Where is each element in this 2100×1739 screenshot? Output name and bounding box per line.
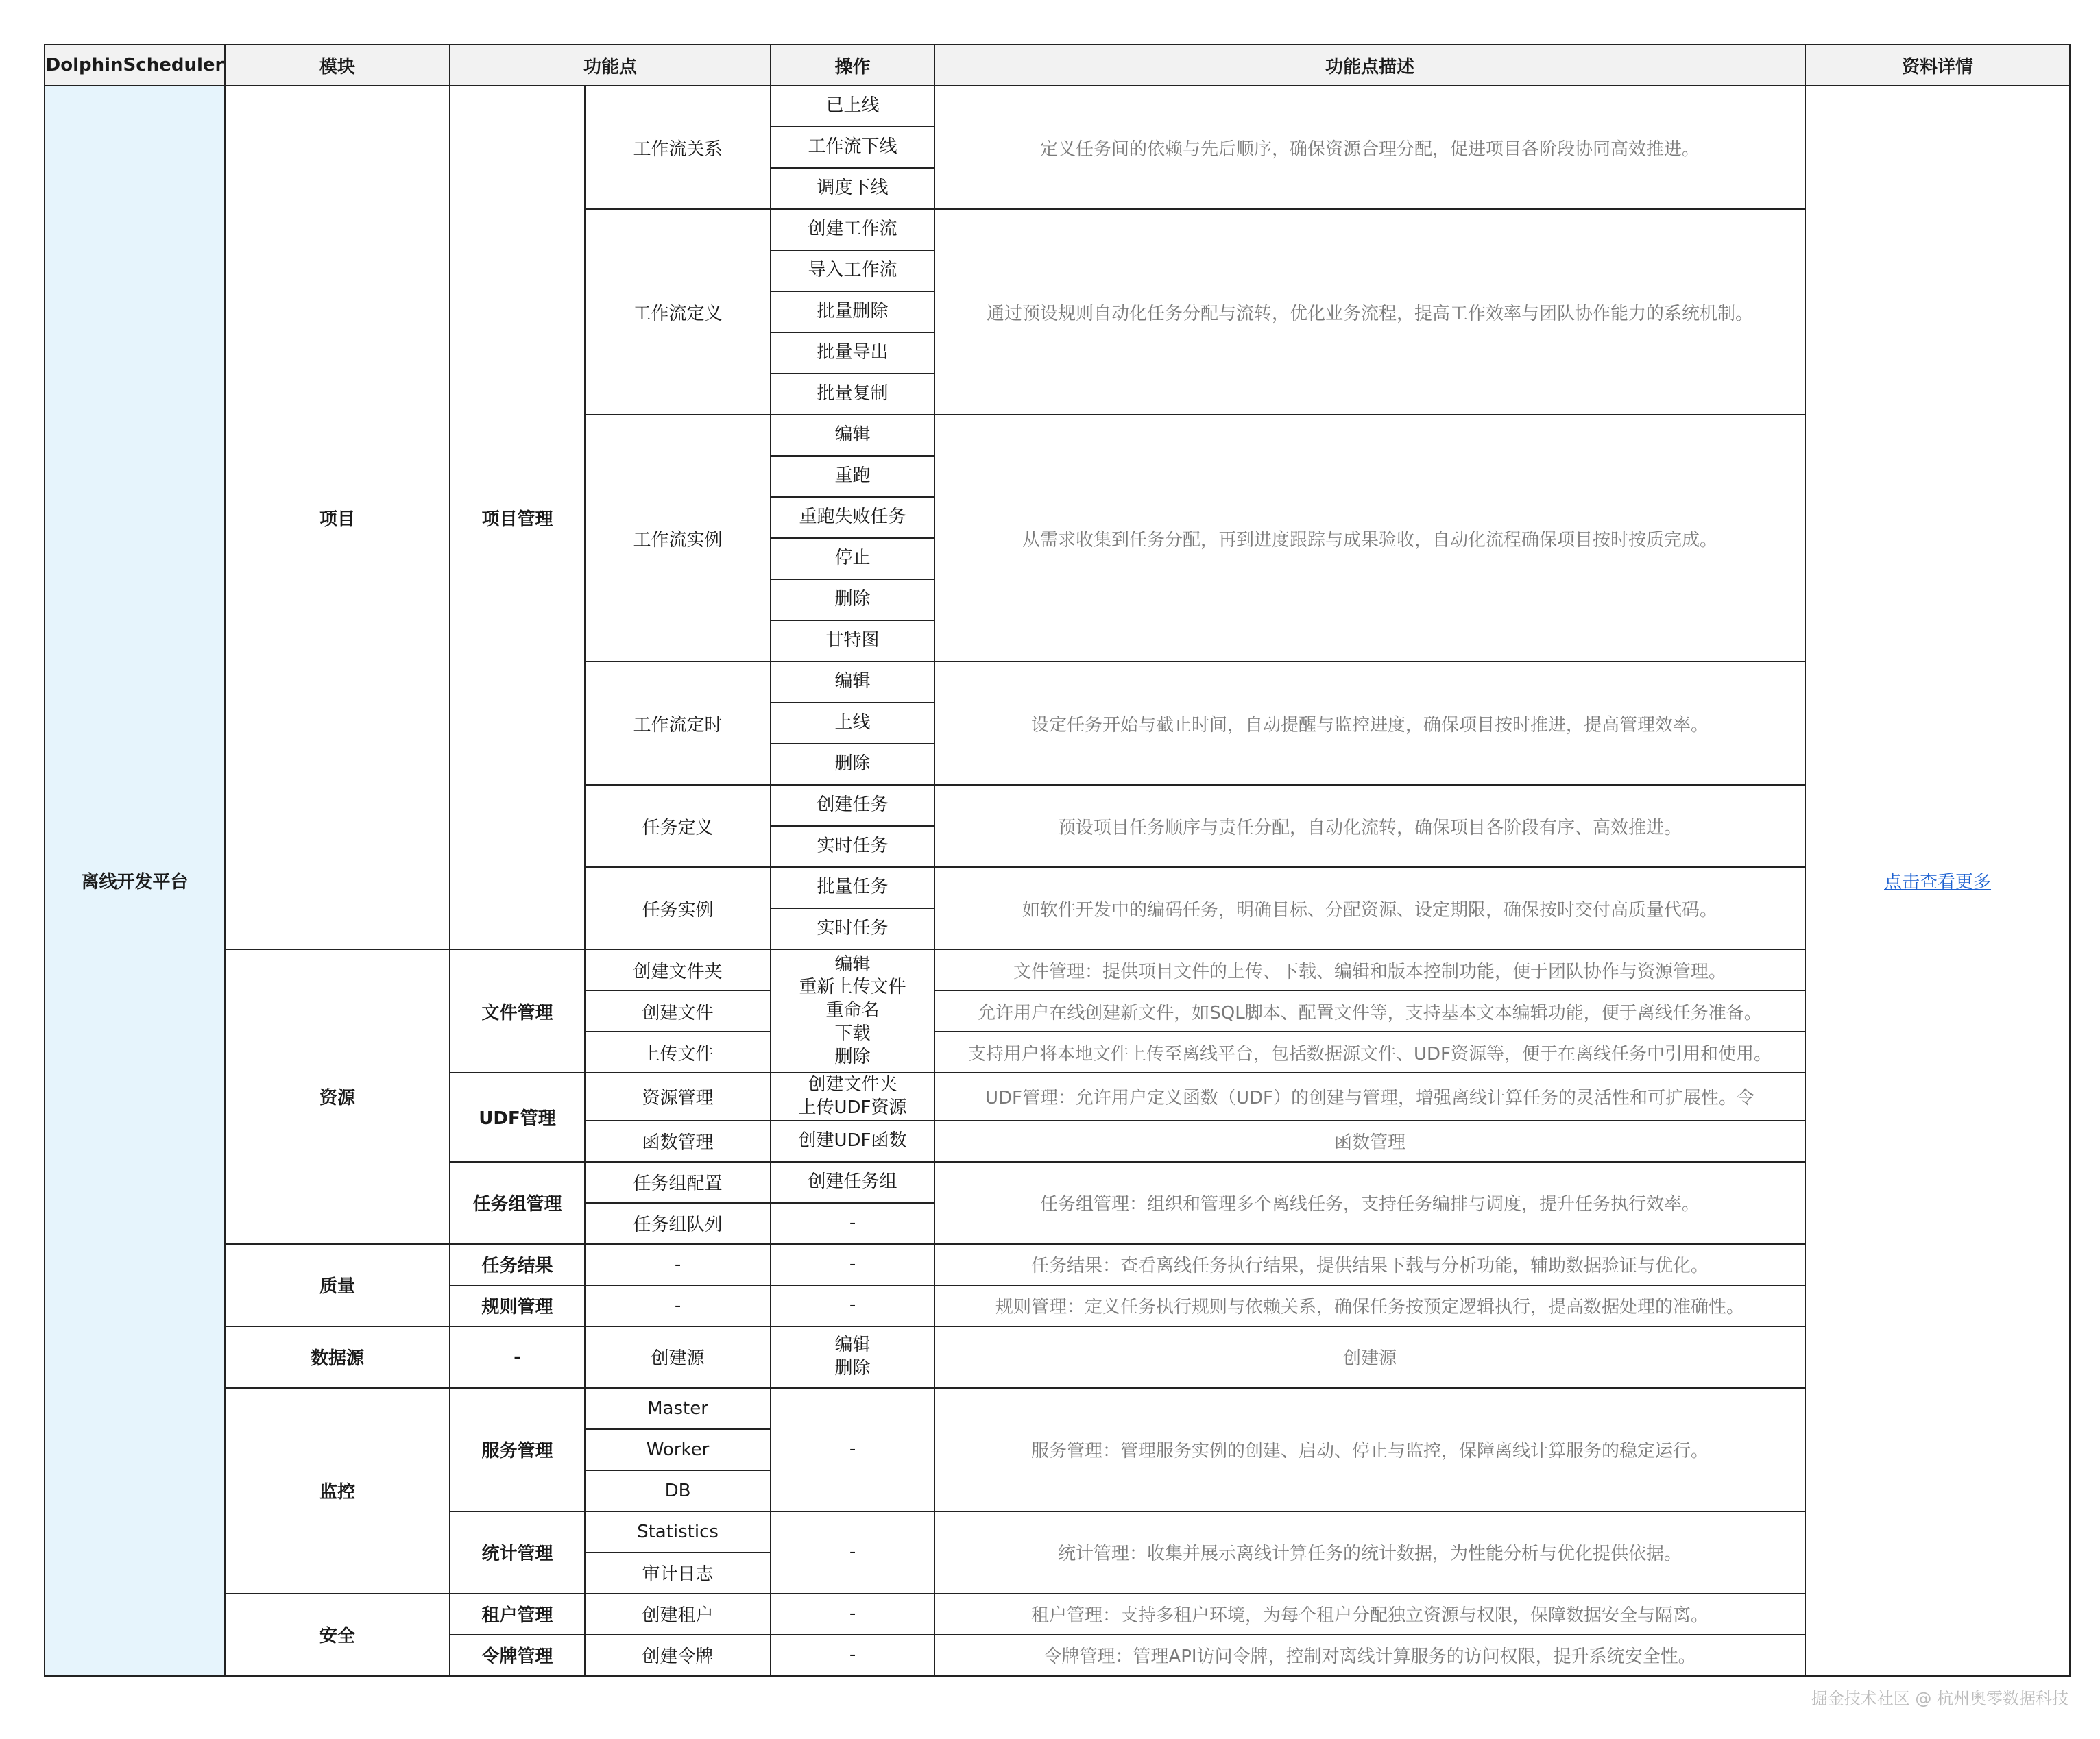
feature-wf-definition: 工作流定义 — [585, 209, 771, 415]
desc-task-instance: 如软件开发中的编码任务，明确目标、分配资源、设定期限，确保按时交付高质量代码。 — [934, 867, 1805, 949]
feature-task-instance: 任务实例 — [585, 867, 771, 949]
op-go-online: 上线 — [771, 703, 934, 744]
desc-function-mgmt: 函数管理 — [934, 1121, 1805, 1162]
header-module: 模块 — [225, 45, 450, 86]
desc-tenant-mgmt: 租户管理：支持多租户环境，为每个租户分配独立资源与权限，保障数据安全与隔离。 — [934, 1594, 1805, 1635]
op-line: 重命名 — [825, 1000, 880, 1021]
desc-task-result: 任务结果：查看离线任务执行结果，提供结果下载与分析功能，辅助数据验证与优化。 — [934, 1244, 1805, 1285]
sub-project-mgmt: 项目管理 — [450, 86, 585, 949]
feature-db: DB — [585, 1470, 771, 1511]
feature-table — [44, 44, 2071, 1677]
desc-create-file: 允许用户在线创建新文件，如SQL脚本、配置文件等，支持基本文本编辑功能，便于离线任务准备。 — [934, 990, 1805, 1032]
op-line: 创建文件夹 — [808, 1074, 897, 1095]
desc-create-folder: 文件管理：提供项目文件的上传、下载、编辑和版本控制功能，便于团队协作与资源管理。 — [934, 949, 1805, 990]
op-line: 编辑 — [834, 953, 871, 975]
op-rerun-failed: 重跑失败任务 — [771, 497, 934, 538]
op-batch-copy: 批量复制 — [771, 374, 934, 415]
feature-worker: Worker — [585, 1429, 771, 1470]
op-dash: - — [771, 1285, 934, 1326]
sub-service-mgmt: 服务管理 — [450, 1388, 585, 1511]
feature-function-mgmt: 函数管理 — [585, 1121, 771, 1162]
table-row — [45, 1594, 2070, 1635]
op-line: 上传UDF资源 — [798, 1097, 907, 1118]
op-line: 下载 — [834, 1023, 871, 1044]
op-batch-export: 批量导出 — [771, 332, 934, 374]
op-edit: 编辑 — [771, 661, 934, 703]
op-schedule-offline: 调度下线 — [771, 168, 934, 209]
op-dash: - — [771, 1244, 934, 1285]
feature-wf-timing: 工作流定时 — [585, 661, 771, 785]
table-row — [45, 949, 2070, 990]
feature-create-tenant: 创建租户 — [585, 1594, 771, 1635]
op-create-udf: 创建UDF函数 — [771, 1121, 934, 1162]
feature-create-token: 创建令牌 — [585, 1635, 771, 1676]
feature-audit-log: 审计日志 — [585, 1553, 771, 1594]
table-row — [45, 1388, 2070, 1429]
feature-master: Master — [585, 1388, 771, 1429]
desc-rule-mgmt: 规则管理：定义任务执行规则与依赖关系，确保任务按预定逻辑执行，提高数据处理的准确性。 — [934, 1285, 1805, 1326]
op-online: 已上线 — [771, 86, 934, 127]
op-stop: 停止 — [771, 538, 934, 579]
desc-resource-mgmt: UDF管理：允许用户定义函数（UDF）的创建与管理，增强离线计算任务的灵活性和可扩展性。令 — [934, 1073, 1805, 1121]
feature-taskgroup-config: 任务组配置 — [585, 1162, 771, 1203]
op-wf-offline: 工作流下线 — [771, 127, 934, 168]
detail-link[interactable]: 点击查看更多 — [1884, 872, 1992, 893]
op-file-ops — [771, 949, 934, 1073]
sub-tenant-mgmt: 租户管理 — [450, 1594, 585, 1635]
feature-create-file: 创建文件 — [585, 990, 771, 1032]
sub-rule-mgmt: 规则管理 — [450, 1285, 585, 1326]
module-datasource: 数据源 — [225, 1326, 450, 1388]
feature-create-source: 创建源 — [585, 1326, 771, 1388]
op-gantt: 甘特图 — [771, 620, 934, 661]
feature-statistics: Statistics — [585, 1511, 771, 1553]
desc-wf-instance: 从需求收集到任务分配，再到进度跟踪与成果验收，自动化流程确保项目按时按质完成。 — [934, 415, 1805, 661]
header-detail: 资料详情 — [1805, 45, 2070, 86]
table-row — [45, 1326, 2070, 1388]
op-resource-ops — [771, 1073, 934, 1121]
desc-task-definition: 预设项目任务顺序与责任分配，自动化流转，确保项目各阶段有序、高效推进。 — [934, 785, 1805, 867]
feature-wf-relation: 工作流关系 — [585, 86, 771, 209]
table-row — [45, 86, 2070, 127]
sub-udf-mgmt: UDF管理 — [450, 1073, 585, 1162]
op-create-taskgroup: 创建任务组 — [771, 1162, 934, 1203]
op-delete: 删除 — [771, 744, 934, 785]
sub-dash: - — [450, 1326, 585, 1388]
feature-create-folder: 创建文件夹 — [585, 949, 771, 990]
feature-upload-file: 上传文件 — [585, 1032, 771, 1073]
feature-taskgroup-queue: 任务组队列 — [585, 1203, 771, 1244]
op-edit: 编辑 — [771, 415, 934, 456]
watermark: 掘金技术社区 @ 杭州奥零数据科技 — [1811, 1689, 2068, 1708]
op-dash: - — [771, 1511, 934, 1594]
header-description: 功能点描述 — [934, 45, 1805, 86]
op-dash: - — [771, 1594, 934, 1635]
op-line: 删除 — [834, 1357, 871, 1378]
header-dolphinscheduler: DolphinScheduler — [45, 45, 225, 86]
feature-task-definition: 任务定义 — [585, 785, 771, 867]
op-dash: - — [771, 1203, 934, 1244]
desc-token-mgmt: 令牌管理：管理API访问令牌，控制对离线计算服务的访问权限，提升系统安全性。 — [934, 1635, 1805, 1676]
table-row — [45, 1244, 2070, 1285]
module-monitor: 监控 — [225, 1388, 450, 1594]
module-project: 项目 — [225, 86, 450, 949]
module-resource: 资源 — [225, 949, 450, 1244]
op-import-wf: 导入工作流 — [771, 250, 934, 291]
sub-token-mgmt: 令牌管理 — [450, 1635, 585, 1676]
sub-file-mgmt: 文件管理 — [450, 949, 585, 1073]
op-batch-task: 批量任务 — [771, 867, 934, 908]
module-security: 安全 — [225, 1594, 450, 1676]
op-create-task: 创建任务 — [771, 785, 934, 826]
op-create-wf: 创建工作流 — [771, 209, 934, 250]
feature-dash: - — [585, 1285, 771, 1326]
op-delete: 删除 — [771, 579, 934, 620]
feature-wf-instance: 工作流实例 — [585, 415, 771, 661]
sub-taskgroup-mgmt: 任务组管理 — [450, 1162, 585, 1244]
op-rerun: 重跑 — [771, 456, 934, 497]
header-feature: 功能点 — [450, 45, 771, 86]
op-dash: - — [771, 1388, 934, 1511]
op-batch-delete: 批量删除 — [771, 291, 934, 332]
op-line: 删除 — [834, 1046, 871, 1067]
op-line: 重新上传文件 — [799, 977, 906, 998]
desc-taskgroup: 任务组管理：组织和管理多个离线任务，支持任务编排与调度，提升任务执行效率。 — [934, 1162, 1805, 1244]
op-line: 编辑 — [834, 1334, 871, 1355]
platform-cell: 离线开发平台 — [45, 86, 225, 1676]
desc-wf-definition: 通过预设规则自动化任务分配与流转，优化业务流程，提高工作效率与团队协作能力的系统机制。 — [934, 209, 1805, 415]
desc-upload-file: 支持用户将本地文件上传至离线平台，包括数据源文件、UDF资源等，便于在离线任务中引用和使用。 — [934, 1032, 1805, 1073]
desc-create-source: 创建源 — [934, 1326, 1805, 1388]
op-realtime-task: 实时任务 — [771, 908, 934, 949]
sub-task-result: 任务结果 — [450, 1244, 585, 1285]
header-operation: 操作 — [771, 45, 934, 86]
op-realtime-task: 实时任务 — [771, 826, 934, 867]
module-quality: 质量 — [225, 1244, 450, 1326]
desc-service-mgmt: 服务管理：管理服务实例的创建、启动、停止与监控，保障离线计算服务的稳定运行。 — [934, 1388, 1805, 1511]
feature-resource-mgmt: 资源管理 — [585, 1073, 771, 1121]
op-source-ops — [771, 1326, 934, 1388]
sub-stat-mgmt: 统计管理 — [450, 1511, 585, 1594]
desc-stat-mgmt: 统计管理：收集并展示离线计算任务的统计数据，为性能分析与优化提供依据。 — [934, 1511, 1805, 1594]
desc-wf-relation: 定义任务间的依赖与先后顺序，确保资源合理分配，促进项目各阶段协同高效推进。 — [934, 86, 1805, 209]
detail-cell — [1805, 86, 2070, 1676]
feature-dash: - — [585, 1244, 771, 1285]
desc-wf-timing: 设定任务开始与截止时间，自动提醒与监控进度，确保项目按时推进，提高管理效率。 — [934, 661, 1805, 785]
header-row — [45, 45, 2070, 86]
op-dash: - — [771, 1635, 934, 1676]
